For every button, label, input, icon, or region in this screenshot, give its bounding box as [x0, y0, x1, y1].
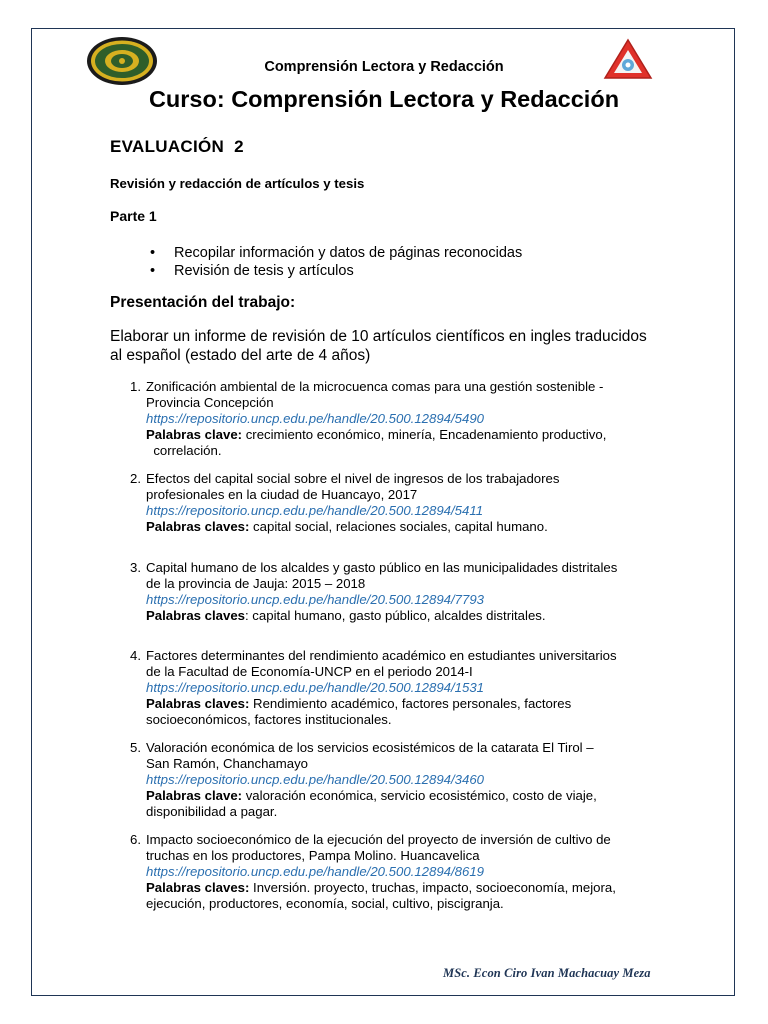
article-title-line: truchas en los productores, Pampa Molino. Huancavelica	[146, 848, 480, 863]
keywords-label: Palabras clave:	[146, 788, 243, 803]
article-title-line: Factores determinantes del rendimiento académico en estudiantes universitarios	[146, 648, 617, 663]
article-number: 1.	[130, 379, 141, 394]
article-item	[130, 832, 686, 912]
article-keywords	[146, 427, 686, 443]
article-title-line: profesionales en la ciudad de Huancayo, 2017	[146, 487, 418, 502]
keywords-text: capital social, relaciones sociales, capital humano.	[249, 519, 548, 534]
article-item	[130, 740, 686, 820]
article-title-line: de la Facultad de Economía-UNCP en el periodo 2014-I	[146, 664, 473, 679]
article-item	[130, 560, 686, 624]
article-link[interactable]: https://repositorio.uncp.edu.pe/handle/20.500.12894/5490	[146, 411, 485, 426]
article-number: 4.	[130, 648, 141, 663]
keywords-label: Palabras claves	[146, 608, 245, 623]
bullet-item	[150, 244, 522, 262]
article-title-line: Valoración económica de los servicios ecosistémicos de la catarata El Tirol –	[146, 740, 594, 755]
article-item	[130, 471, 686, 535]
article-item	[130, 648, 686, 728]
article-keywords-continued: correlación.	[146, 443, 222, 458]
page-header: Comprensión Lectora y Redacción	[264, 59, 504, 75]
intro-line: Elaborar un informe de revisión de 10 artículos científicos en ingles traducidos	[110, 328, 647, 345]
article-number: 6.	[130, 832, 141, 847]
article-title-line: Provincia Concepción	[146, 395, 274, 410]
article-keywords	[146, 519, 686, 535]
article-title-line: Impacto socioeconómico de la ejecución del proyecto de inversión de cultivo de	[146, 832, 611, 847]
keywords-label: Palabras claves:	[146, 696, 250, 711]
keywords-text: valoración económica, servicio ecosistémico, costo de viaje,	[242, 788, 597, 803]
article-title-line: Capital humano de los alcaldes y gasto público en las municipalidades distritales	[146, 560, 618, 575]
article-keywords	[146, 880, 686, 896]
presentation-heading: Presentación del trabajo:	[110, 294, 296, 311]
intro-line: al español (estado del arte de 4 años)	[110, 347, 371, 364]
article-number: 5.	[130, 740, 141, 755]
bullet-text: Revisión de tesis y artículos	[174, 263, 354, 279]
article-title-line: Zonificación ambiental de la microcuenca comas para una gestión sostenible -	[146, 379, 604, 394]
intro-paragraph	[110, 327, 670, 365]
keywords-label: Palabras clave:	[146, 427, 243, 442]
article-title-line: San Ramón, Chanchamayo	[146, 756, 309, 771]
bullet-text: Recopilar información y datos de páginas reconocidas	[174, 245, 523, 261]
keywords-text: Rendimiento académico, factores personales, factores	[249, 696, 572, 711]
keywords-text: Inversión. proyecto, truchas, impacto, socioeconomía, mejora,	[249, 880, 616, 895]
author-signature: MSc. Econ Ciro Ivan Machacuay Meza	[443, 966, 651, 980]
article-number: 2.	[130, 471, 141, 486]
article-keywords-continued: socioeconómicos, factores institucionales.	[146, 712, 392, 727]
article-link[interactable]: https://repositorio.uncp.edu.pe/handle/20.500.12894/7793	[146, 592, 485, 607]
article-keywords	[146, 608, 686, 624]
bullet-item	[150, 262, 522, 280]
evaluation-subtitle: Revisión y redacción de artículos y tesis	[110, 176, 365, 191]
article-keywords-continued: ejecución, productores, economía, social, cultivo, piscigranja.	[146, 896, 504, 911]
task-bullet-list	[150, 244, 522, 280]
article-keywords-continued: disponibilidad a pagar.	[146, 804, 278, 819]
keywords-text: : capital humano, gasto público, alcaldes distritales.	[244, 608, 546, 623]
bullet-glyph: •	[150, 263, 156, 279]
part-heading: Parte 1	[110, 208, 157, 224]
article-link[interactable]: https://repositorio.uncp.edu.pe/handle/20.500.12894/1531	[146, 680, 485, 695]
bullet-glyph: •	[150, 245, 156, 261]
keywords-label: Palabras claves:	[146, 519, 250, 534]
article-keywords	[146, 696, 686, 712]
article-title-line: de la provincia de Jauja: 2015 – 2018	[146, 576, 366, 591]
page-title: Curso: Comprensión Lectora y Redacción	[148, 86, 620, 112]
keywords-label: Palabras claves:	[146, 880, 250, 895]
article-link[interactable]: https://repositorio.uncp.edu.pe/handle/20.500.12894/5411	[146, 503, 484, 518]
article-link[interactable]: https://repositorio.uncp.edu.pe/handle/20.500.12894/3460	[146, 772, 485, 787]
evaluation-heading: EVALUACIÓN 2	[110, 137, 244, 156]
keywords-text: crecimiento económico, minería, Encadenamiento productivo,	[242, 427, 607, 442]
article-link[interactable]: https://repositorio.uncp.edu.pe/handle/20.500.12894/8619	[146, 864, 485, 879]
article-item	[130, 379, 686, 459]
article-title-line: Efectos del capital social sobre el nivel de ingresos de los trabajadores	[146, 471, 560, 486]
article-number: 3.	[130, 560, 141, 575]
article-keywords	[146, 788, 686, 804]
